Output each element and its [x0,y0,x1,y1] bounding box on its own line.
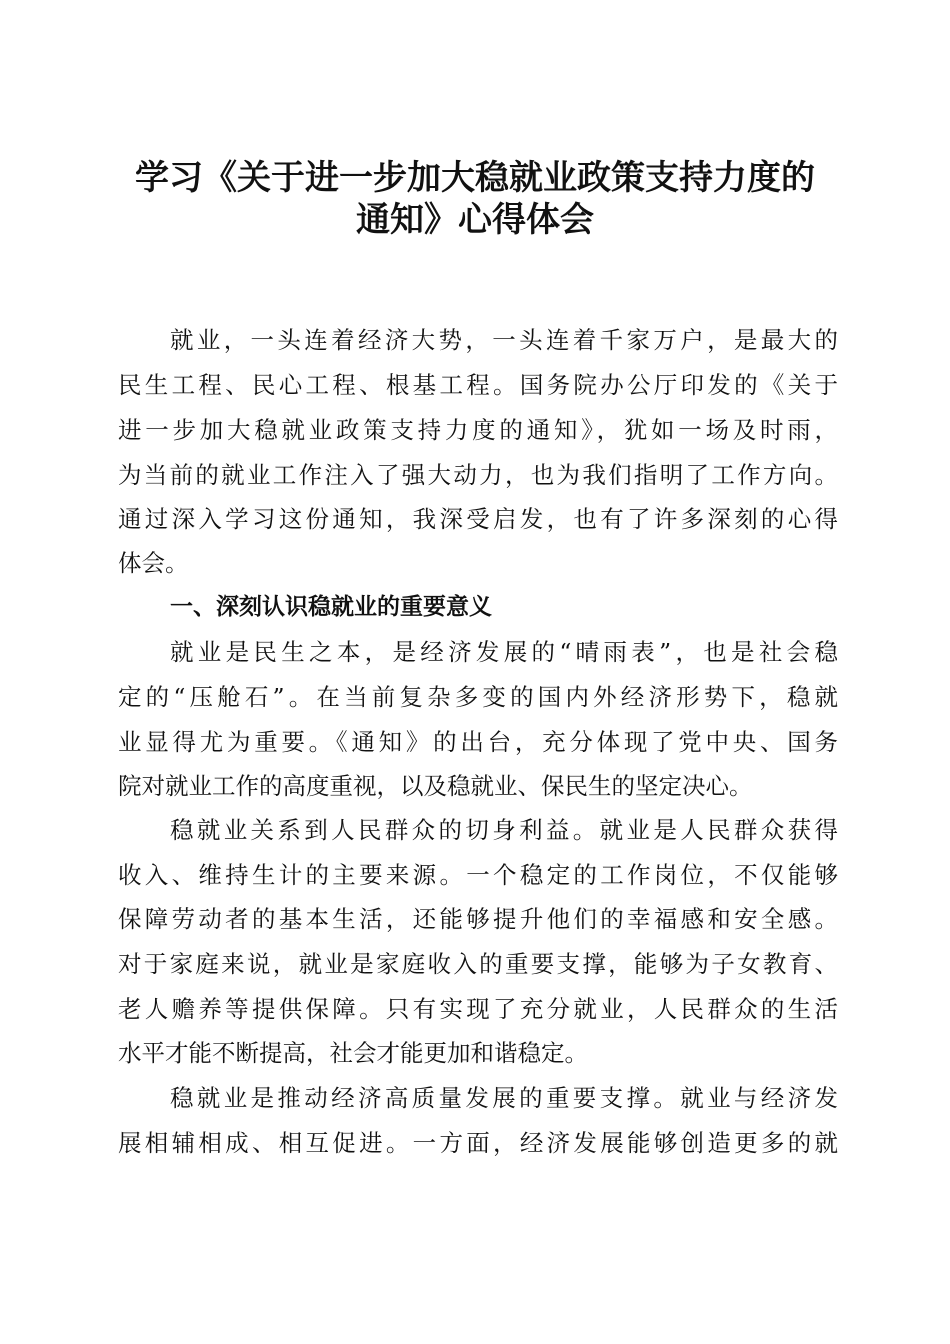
document-title-line-2: 通知》心得体会 [356,200,594,240]
paragraph-line: 业显得尤为重要。《通知》的出台，充分体现了党中央、国务 [118,728,838,756]
paragraph-line: 稳就业是推动经济高质量发展的重要支撑。就业与经济发 [170,1084,838,1112]
paragraph-line: 院对就业工作的高度重视，以及稳就业、保民生的坚定决心。 [118,772,753,800]
paragraph-line: 体会。 [118,549,189,577]
section-heading: 一、深刻认识稳就业的重要意义 [170,594,492,620]
paragraph-line: 保障劳动者的基本生活，还能够提升他们的幸福感和安全感。 [118,905,838,933]
paragraph-line: 进一步加大稳就业政策支持力度的通知》，犹如一场及时雨， [118,416,838,444]
paragraph-line: 水平才能不断提高，社会才能更加和谐稳定。 [118,1039,588,1067]
paragraph-line: 对于家庭来说，就业是家庭收入的重要支撑，能够为子女教育、 [118,950,838,978]
paragraph-line: 通过深入学习这份通知，我深受启发，也有了许多深刻的心得 [118,505,838,533]
paragraph-line: 就业是民生之本，是经济发展的“晴雨表”，也是社会稳 [170,638,838,666]
paragraph-line: 收入、维持生计的主要来源。一个稳定的工作岗位，不仅能够 [118,861,838,889]
paragraph-line: 民生工程、民心工程、根基工程。国务院办公厅印发的《关于 [118,371,838,399]
paragraph-line: 为当前的就业工作注入了强大动力，也为我们指明了工作方向。 [118,461,838,489]
paragraph-line: 稳就业关系到人民群众的切身利益。就业是人民群众获得 [170,816,838,844]
paragraph-line: 定的“压舱石”。在当前复杂多变的国内外经济形势下，稳就 [118,683,838,711]
paragraph-line: 展相辅相成、相互促进。一方面，经济发展能够创造更多的就 [118,1129,838,1157]
paragraph-line: 老人赡养等提供保障。只有实现了充分就业，人民群众的生活 [118,995,838,1023]
paragraph-line: 就业，一头连着经济大势，一头连着千家万户，是最大的 [170,326,838,354]
document-title-line-1: 学习《关于进一步加大稳就业政策支持力度的 [135,158,815,198]
